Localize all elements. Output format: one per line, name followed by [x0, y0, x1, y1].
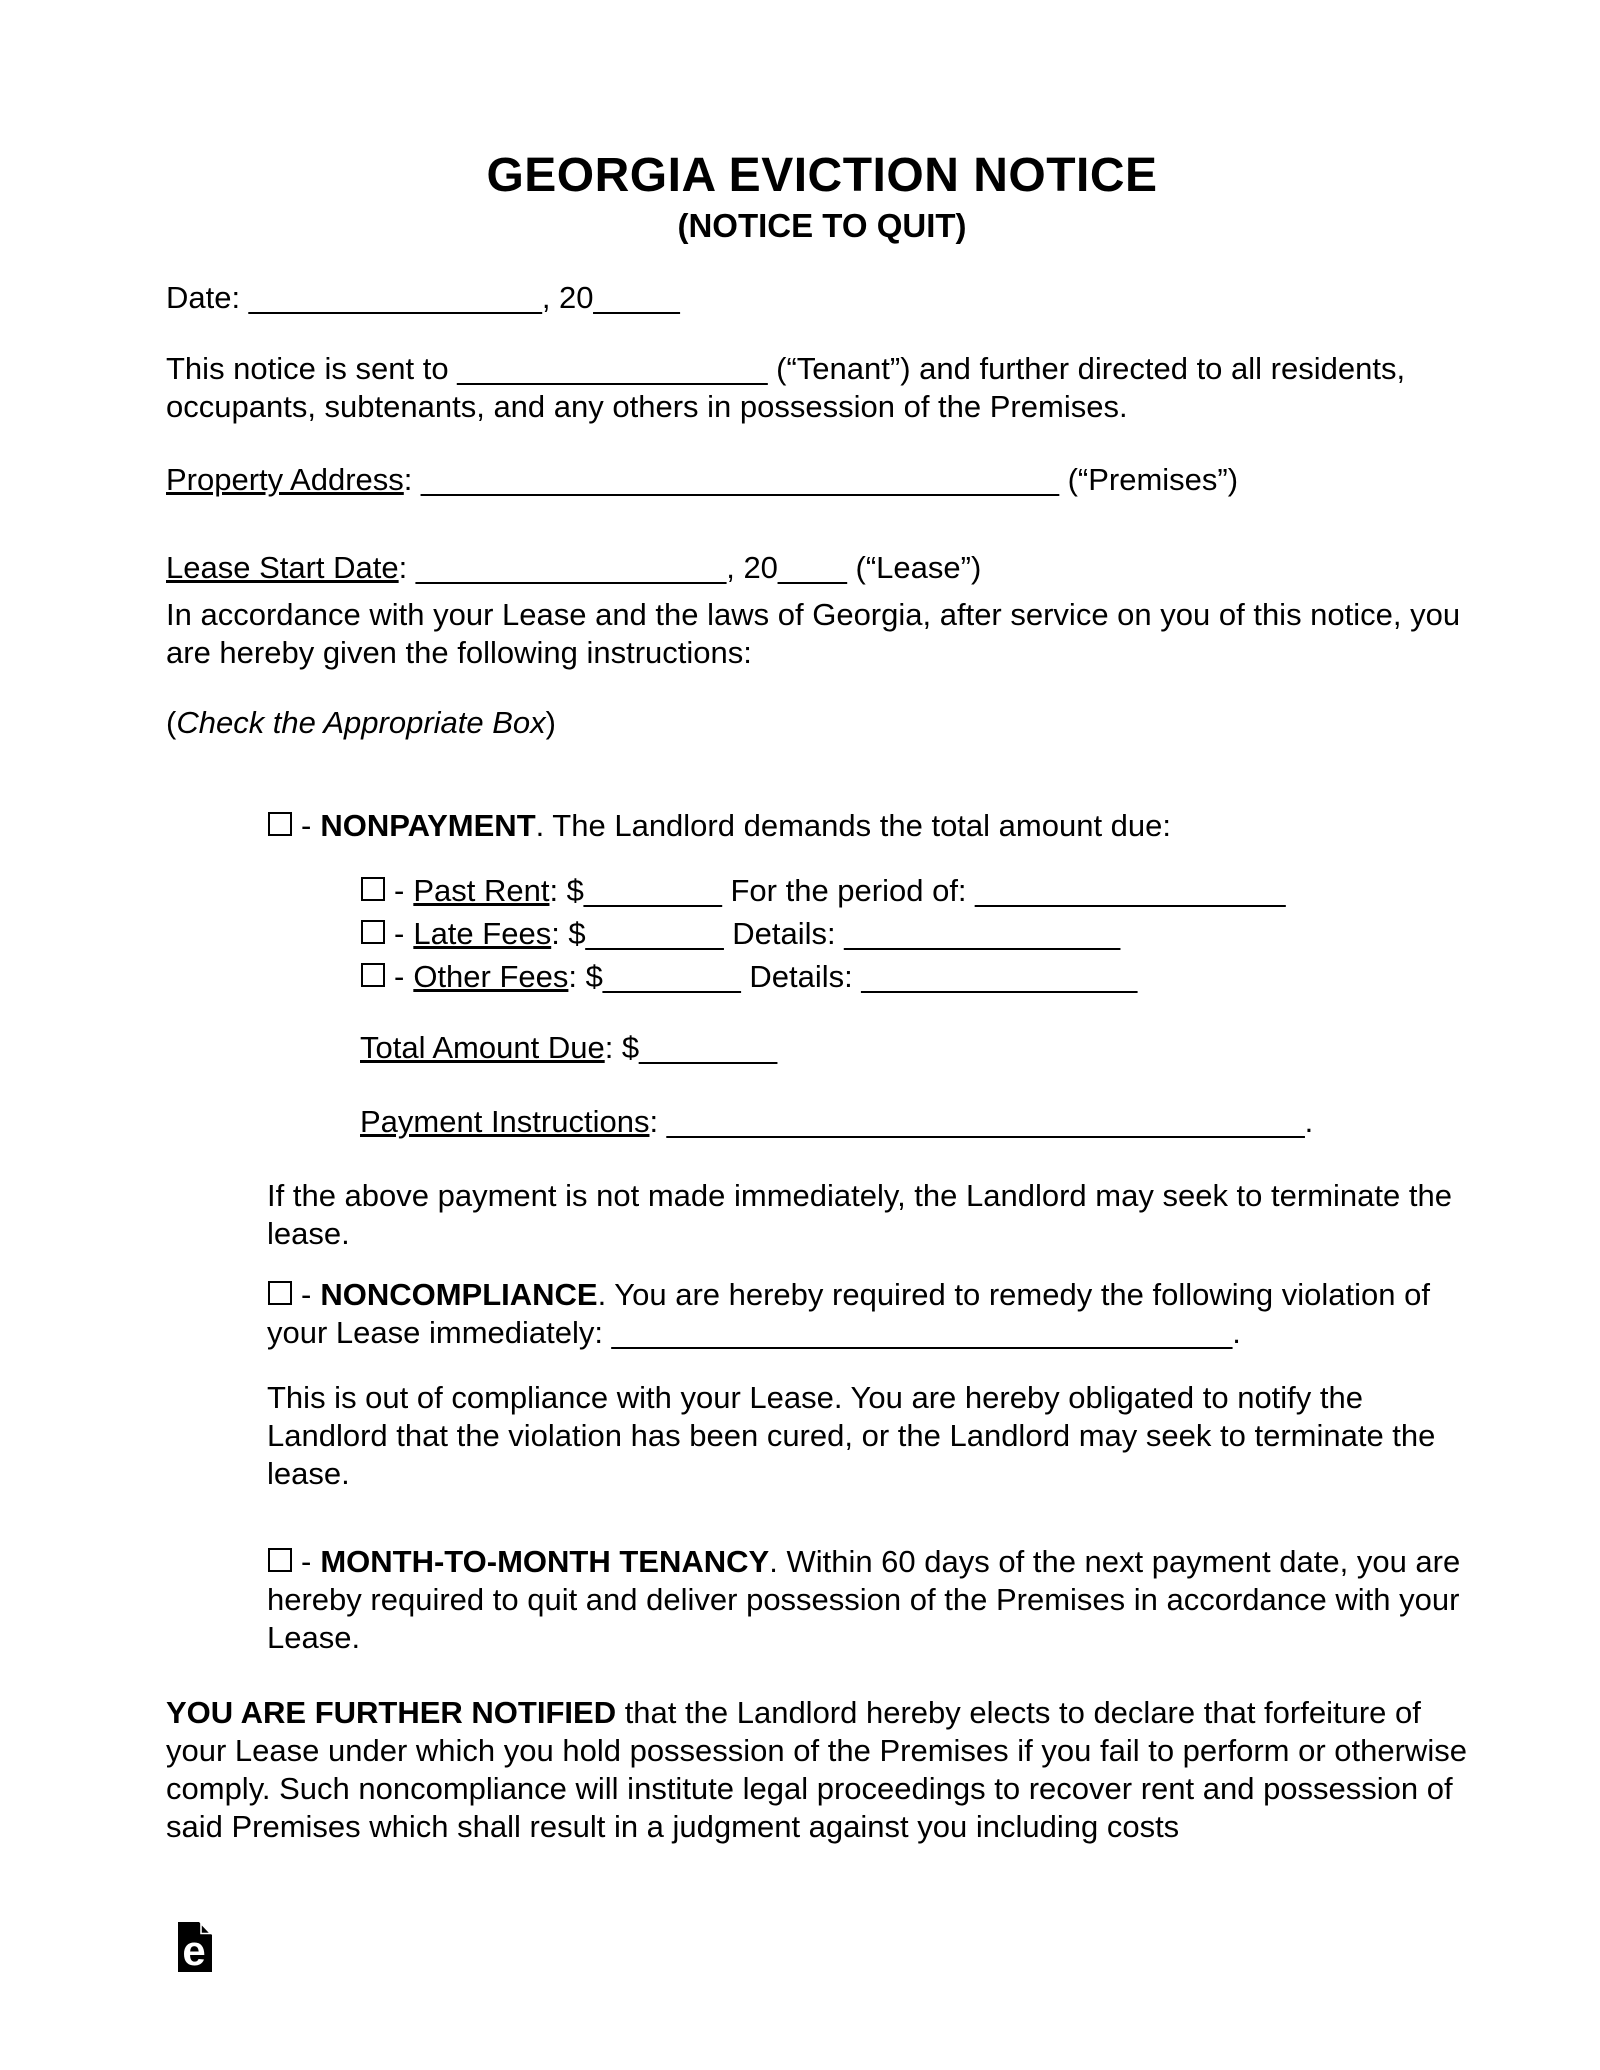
- nonpayment-option: [267, 807, 1478, 845]
- date-year-blank[interactable]: _____: [593, 280, 680, 315]
- document-title: GEORGIA EVICTION NOTICE: [486, 149, 1158, 202]
- intro-post: (“Tenant”) and further directed to all residents, occupants, subtenants, and any others in possession of the Premises.: [166, 351, 1406, 424]
- noncompliance-period: .: [1232, 1315, 1241, 1350]
- other-fees-row: [360, 955, 1478, 998]
- month-to-month-option: [267, 1543, 1478, 1657]
- past-rent-row: [360, 869, 1478, 912]
- tenant-name-blank[interactable]: __________________: [457, 351, 768, 386]
- lease-year-blank[interactable]: ____: [777, 550, 847, 585]
- nonpayment-text: . The Landlord demands the total amount due:: [535, 808, 1172, 843]
- property-address-post: (“Premises”): [1058, 462, 1239, 497]
- late-fees-dash: -: [394, 916, 405, 951]
- month-to-month-checkbox[interactable]: [268, 1548, 292, 1572]
- check-instruction-text: Check the Appropriate Box: [176, 705, 546, 740]
- total-amount-blank[interactable]: ________: [639, 1030, 778, 1065]
- late-fees-mid: Details:: [723, 916, 845, 951]
- total-amount-label: Total Amount Due: [360, 1030, 605, 1065]
- past-rent-sep: : $: [549, 873, 584, 908]
- past-rent-amount-blank[interactable]: ________: [583, 873, 722, 908]
- fee-list: [360, 869, 1478, 998]
- past-rent-checkbox[interactable]: [361, 877, 385, 901]
- month-to-month-text: . Within 60 days of the next payment date, you are hereby required to quit and deliver possession of the Premises in accordance with your Lease.: [267, 1544, 1461, 1655]
- nonpayment-checkbox[interactable]: [268, 812, 292, 836]
- noncompliance-violation-blank[interactable]: ____________________________________: [611, 1315, 1233, 1350]
- payment-instructions-line: [360, 1103, 1478, 1141]
- lease-start-post: (“Lease”): [846, 550, 982, 585]
- other-fees-checkbox[interactable]: [361, 963, 385, 987]
- check-instruction-close: ): [545, 705, 556, 740]
- date-line: [166, 279, 1478, 317]
- property-address-sep: :: [403, 462, 422, 497]
- lease-year-prefix: , 20: [726, 550, 778, 585]
- property-address-blank[interactable]: _____________________________________: [421, 462, 1059, 497]
- other-fees-details-blank[interactable]: ________________: [861, 959, 1138, 994]
- late-fees-label: Late Fees: [413, 916, 552, 951]
- noncompliance-label: NONCOMPLIANCE: [320, 1277, 598, 1312]
- total-amount-sep: : $: [604, 1030, 640, 1065]
- further-notice-label: YOU ARE FURTHER NOTIFIED: [166, 1695, 617, 1730]
- noncompliance-text: . You are hereby required to remedy the following violation of your Lease immediately:: [267, 1277, 1430, 1350]
- further-notice-text: that the Landlord hereby elects to declare that forfeiture of your Lease under which you hold possession of the Premises if you fail to perform or otherwise comply. Such noncompliance will institute legal proceedings to recover rent and possession of said Premises which shall result in a judgment against you including costs: [166, 1695, 1467, 1844]
- late-fees-row: [360, 912, 1478, 955]
- document-subtitle: (NOTICE TO QUIT): [677, 207, 967, 244]
- further-notice-paragraph: [166, 1694, 1478, 1846]
- noncompliance-dash: -: [301, 1277, 312, 1312]
- late-fees-details-blank[interactable]: ________________: [844, 916, 1121, 951]
- lease-start-label: Lease Start Date: [166, 550, 399, 585]
- past-rent-label: Past Rent: [413, 873, 550, 908]
- other-fees-label: Other Fees: [413, 959, 569, 994]
- lease-start-sep: :: [398, 550, 416, 585]
- other-fees-sep: : $: [568, 959, 603, 994]
- other-fees-dash: -: [394, 959, 405, 994]
- noncompliance-option: [267, 1276, 1478, 1352]
- date-year-prefix: , 20: [541, 280, 594, 315]
- month-to-month-dash: -: [301, 1544, 312, 1579]
- past-rent-mid: For the period of:: [721, 873, 976, 908]
- late-fees-amount-blank[interactable]: ________: [585, 916, 724, 951]
- other-fees-amount-blank[interactable]: ________: [602, 959, 741, 994]
- nonpayment-dash: -: [301, 808, 312, 843]
- late-fees-checkbox[interactable]: [361, 920, 385, 944]
- if-above-paragraph: If the above payment is not made immediately, the Landlord may seek to terminate the lease.: [267, 1178, 1452, 1251]
- eforms-logo: [178, 1922, 212, 1981]
- lease-start-blank[interactable]: __________________: [415, 550, 727, 585]
- intro-pre: This notice is sent to: [166, 351, 458, 386]
- date-blank[interactable]: _________________: [248, 280, 542, 315]
- payment-instructions-sep: :: [649, 1104, 667, 1139]
- month-to-month-label: MONTH-TO-MONTH TENANCY: [320, 1544, 770, 1579]
- total-amount-line: [360, 1029, 1478, 1067]
- check-instruction-line: [166, 704, 1478, 742]
- compliance-note-paragraph: This is out of compliance with your Lease. You are hereby obligated to notify the Landlord that the violation has been cured, or the Landlord may seek to terminate the lease.: [267, 1380, 1436, 1491]
- noncompliance-checkbox[interactable]: [268, 1281, 292, 1305]
- property-address-line: [166, 461, 1478, 499]
- document-fold-icon: [178, 1922, 212, 1972]
- intro-paragraph: [166, 350, 1478, 426]
- past-rent-dash: -: [394, 873, 405, 908]
- nonpayment-label: NONPAYMENT: [320, 808, 536, 843]
- property-address-label: Property Address: [166, 462, 404, 497]
- payment-instructions-period: .: [1304, 1104, 1314, 1139]
- past-rent-period-blank[interactable]: __________________: [975, 873, 1286, 908]
- lease-start-line: [166, 549, 1478, 587]
- late-fees-sep: : $: [551, 916, 586, 951]
- date-label: Date:: [166, 280, 249, 315]
- other-fees-mid: Details:: [740, 959, 862, 994]
- accordance-paragraph: In accordance with your Lease and the laws of Georgia, after service on you of this notice, you are hereby given the following instructions:: [166, 597, 1461, 670]
- eforms-logo-letter: e: [182, 1927, 206, 1972]
- check-instruction-open: (: [166, 705, 177, 740]
- payment-instructions-blank[interactable]: _____________________________________: [666, 1104, 1305, 1139]
- payment-instructions-label: Payment Instructions: [360, 1104, 650, 1139]
